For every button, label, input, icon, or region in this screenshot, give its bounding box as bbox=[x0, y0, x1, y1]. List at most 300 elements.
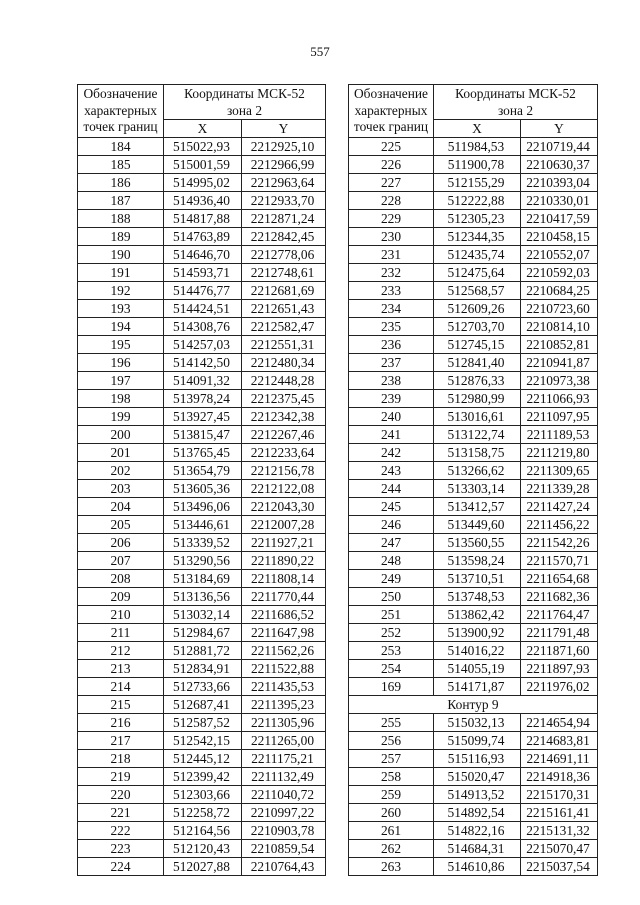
point-id-cell: 196 bbox=[78, 354, 164, 372]
y-column-header: Y bbox=[242, 120, 326, 138]
x-coordinate-cell: 513122,74 bbox=[434, 426, 521, 444]
x-coordinate-cell: 512222,88 bbox=[434, 192, 521, 210]
y-coordinate-cell: 2211542,26 bbox=[521, 534, 598, 552]
x-coordinate-cell: 513654,79 bbox=[164, 462, 242, 480]
table-row bbox=[349, 444, 598, 462]
point-id-cell: 257 bbox=[349, 750, 434, 768]
point-id-cell: 192 bbox=[78, 282, 164, 300]
y-coordinate-cell: 2215170,31 bbox=[521, 786, 598, 804]
table-row bbox=[78, 174, 326, 192]
point-id-cell: 253 bbox=[349, 642, 434, 660]
table-row bbox=[78, 822, 326, 840]
point-id-cell: 198 bbox=[78, 390, 164, 408]
y-coordinate-cell: 2212007,28 bbox=[242, 516, 326, 534]
table-row bbox=[349, 210, 598, 228]
y-coordinate-cell: 2212778,06 bbox=[242, 246, 326, 264]
point-id-cell: 184 bbox=[78, 138, 164, 156]
y-coordinate-cell: 2211647,98 bbox=[242, 624, 326, 642]
point-id-cell: 214 bbox=[78, 678, 164, 696]
point-id-cell: 250 bbox=[349, 588, 434, 606]
point-id-cell: 169 bbox=[349, 678, 434, 696]
table-row bbox=[78, 678, 326, 696]
point-id-cell: 261 bbox=[349, 822, 434, 840]
y-coordinate-cell: 2212043,30 bbox=[242, 498, 326, 516]
x-column-header: X bbox=[434, 120, 521, 138]
x-coordinate-cell: 513605,36 bbox=[164, 480, 242, 498]
y-coordinate-cell: 2212842,45 bbox=[242, 228, 326, 246]
x-coordinate-cell: 514593,71 bbox=[164, 264, 242, 282]
table-row bbox=[78, 606, 326, 624]
table-row bbox=[78, 390, 326, 408]
table-row bbox=[78, 246, 326, 264]
x-coordinate-cell: 513303,14 bbox=[434, 480, 521, 498]
point-id-cell: 238 bbox=[349, 372, 434, 390]
x-coordinate-cell: 512120,43 bbox=[164, 840, 242, 858]
point-id-cell: 216 bbox=[78, 714, 164, 732]
point-id-cell: 258 bbox=[349, 768, 434, 786]
y-coordinate-cell: 2210814,10 bbox=[521, 318, 598, 336]
x-coordinate-cell: 513184,69 bbox=[164, 570, 242, 588]
x-coordinate-cell: 513266,62 bbox=[434, 462, 521, 480]
table-row bbox=[78, 408, 326, 426]
x-coordinate-cell: 512445,12 bbox=[164, 750, 242, 768]
x-coordinate-cell: 515020,47 bbox=[434, 768, 521, 786]
point-id-cell: 227 bbox=[349, 174, 434, 192]
table-row bbox=[349, 732, 598, 750]
y-coordinate-cell: 2212342,38 bbox=[242, 408, 326, 426]
table-row bbox=[78, 660, 326, 678]
point-id-cell: 231 bbox=[349, 246, 434, 264]
point-id-cell: 251 bbox=[349, 606, 434, 624]
y-coordinate-cell: 2215161,41 bbox=[521, 804, 598, 822]
x-coordinate-cell: 514936,40 bbox=[164, 192, 242, 210]
table-row bbox=[78, 318, 326, 336]
table-row bbox=[349, 174, 598, 192]
x-coordinate-cell: 513136,56 bbox=[164, 588, 242, 606]
point-id-cell: 224 bbox=[78, 858, 164, 876]
x-coordinate-cell: 512305,23 bbox=[434, 210, 521, 228]
section-title: Контур 9 bbox=[349, 696, 598, 714]
x-coordinate-cell: 514822,16 bbox=[434, 822, 521, 840]
x-coordinate-cell: 513496,06 bbox=[164, 498, 242, 516]
point-id-cell: 259 bbox=[349, 786, 434, 804]
y-coordinate-cell: 2212925,10 bbox=[242, 138, 326, 156]
x-coordinate-cell: 513290,56 bbox=[164, 552, 242, 570]
x-coordinate-cell: 513016,61 bbox=[434, 408, 521, 426]
point-id-cell: 248 bbox=[349, 552, 434, 570]
y-coordinate-cell: 2212122,08 bbox=[242, 480, 326, 498]
y-coordinate-cell: 2211570,71 bbox=[521, 552, 598, 570]
point-id-cell: 237 bbox=[349, 354, 434, 372]
point-id-cell: 232 bbox=[349, 264, 434, 282]
table-row bbox=[78, 354, 326, 372]
y-coordinate-cell: 2211764,47 bbox=[521, 606, 598, 624]
x-coordinate-cell: 512876,33 bbox=[434, 372, 521, 390]
x-coordinate-cell: 514142,50 bbox=[164, 354, 242, 372]
point-id-cell: 195 bbox=[78, 336, 164, 354]
x-coordinate-cell: 515022,93 bbox=[164, 138, 242, 156]
point-id-cell: 234 bbox=[349, 300, 434, 318]
point-id-cell: 202 bbox=[78, 462, 164, 480]
x-coordinate-cell: 513339,52 bbox=[164, 534, 242, 552]
y-coordinate-cell: 2211395,23 bbox=[242, 696, 326, 714]
x-coordinate-cell: 512258,72 bbox=[164, 804, 242, 822]
y-coordinate-cell: 2210552,07 bbox=[521, 246, 598, 264]
y-coordinate-cell: 2211066,93 bbox=[521, 390, 598, 408]
y-coordinate-cell: 2211770,44 bbox=[242, 588, 326, 606]
table-row bbox=[78, 426, 326, 444]
table-row bbox=[349, 228, 598, 246]
point-id-cell: 187 bbox=[78, 192, 164, 210]
y-coordinate-cell: 2215037,54 bbox=[521, 858, 598, 876]
table-row bbox=[349, 498, 598, 516]
x-coordinate-cell: 512703,70 bbox=[434, 318, 521, 336]
y-coordinate-cell: 2210393,04 bbox=[521, 174, 598, 192]
point-id-cell: 190 bbox=[78, 246, 164, 264]
x-coordinate-cell: 515032,13 bbox=[434, 714, 521, 732]
x-coordinate-cell: 513032,14 bbox=[164, 606, 242, 624]
y-coordinate-cell: 2211309,65 bbox=[521, 462, 598, 480]
point-id-cell: 239 bbox=[349, 390, 434, 408]
x-column-header: X bbox=[164, 120, 242, 138]
table-row bbox=[78, 786, 326, 804]
x-coordinate-cell: 512027,88 bbox=[164, 858, 242, 876]
table-row bbox=[349, 678, 598, 696]
y-coordinate-cell: 2210997,22 bbox=[242, 804, 326, 822]
table-row bbox=[349, 750, 598, 768]
x-coordinate-cell: 513446,61 bbox=[164, 516, 242, 534]
y-coordinate-cell: 2212963,64 bbox=[242, 174, 326, 192]
x-coordinate-cell: 512435,74 bbox=[434, 246, 521, 264]
section-row bbox=[349, 696, 598, 714]
table-row bbox=[349, 282, 598, 300]
y-coordinate-cell: 2211427,24 bbox=[521, 498, 598, 516]
x-coordinate-cell: 514913,52 bbox=[434, 786, 521, 804]
y-coordinate-cell: 2210684,25 bbox=[521, 282, 598, 300]
table-row bbox=[349, 462, 598, 480]
table-row bbox=[78, 714, 326, 732]
table-row bbox=[349, 642, 598, 660]
x-coordinate-cell: 513449,60 bbox=[434, 516, 521, 534]
point-id-cell: 247 bbox=[349, 534, 434, 552]
y-coordinate-cell: 2210941,87 bbox=[521, 354, 598, 372]
point-id-cell: 218 bbox=[78, 750, 164, 768]
x-coordinate-cell: 511984,53 bbox=[434, 138, 521, 156]
point-header-line: характерных bbox=[354, 102, 428, 118]
y-coordinate-cell: 2211435,53 bbox=[242, 678, 326, 696]
point-id-cell: 225 bbox=[349, 138, 434, 156]
y-coordinate-cell: 2210719,44 bbox=[521, 138, 598, 156]
point-id-cell: 222 bbox=[78, 822, 164, 840]
point-id-cell: 219 bbox=[78, 768, 164, 786]
x-coordinate-cell: 513748,53 bbox=[434, 588, 521, 606]
coordinates-header bbox=[164, 85, 326, 120]
point-id-cell: 206 bbox=[78, 534, 164, 552]
x-coordinate-cell: 514308,76 bbox=[164, 318, 242, 336]
point-id-cell: 199 bbox=[78, 408, 164, 426]
x-coordinate-cell: 514257,03 bbox=[164, 336, 242, 354]
x-coordinate-cell: 514995,02 bbox=[164, 174, 242, 192]
y-coordinate-cell: 2210723,60 bbox=[521, 300, 598, 318]
x-coordinate-cell: 512733,66 bbox=[164, 678, 242, 696]
table-row bbox=[349, 246, 598, 264]
table-row bbox=[78, 750, 326, 768]
table-row bbox=[349, 804, 598, 822]
table-row bbox=[349, 606, 598, 624]
y-coordinate-cell: 2211927,21 bbox=[242, 534, 326, 552]
table-row bbox=[349, 822, 598, 840]
point-id-cell: 260 bbox=[349, 804, 434, 822]
table-row bbox=[78, 138, 326, 156]
point-id-cell: 220 bbox=[78, 786, 164, 804]
y-coordinate-cell: 2210630,37 bbox=[521, 156, 598, 174]
x-coordinate-cell: 514171,87 bbox=[434, 678, 521, 696]
y-coordinate-cell: 2211808,14 bbox=[242, 570, 326, 588]
x-coordinate-cell: 513978,24 bbox=[164, 390, 242, 408]
table-row bbox=[78, 498, 326, 516]
y-coordinate-cell: 2211791,48 bbox=[521, 624, 598, 642]
table-row bbox=[78, 696, 326, 714]
table-row bbox=[349, 768, 598, 786]
coordinates-header-line: зона 2 bbox=[497, 103, 534, 118]
point-id-cell: 235 bbox=[349, 318, 434, 336]
table-row bbox=[349, 426, 598, 444]
table-row bbox=[349, 858, 598, 876]
x-coordinate-cell: 514476,77 bbox=[164, 282, 242, 300]
point-id-cell: 207 bbox=[78, 552, 164, 570]
point-id-cell: 221 bbox=[78, 804, 164, 822]
y-coordinate-cell: 2210458,15 bbox=[521, 228, 598, 246]
x-coordinate-cell: 512568,57 bbox=[434, 282, 521, 300]
point-id-cell: 210 bbox=[78, 606, 164, 624]
table-row bbox=[349, 534, 598, 552]
y-coordinate-cell: 2210417,59 bbox=[521, 210, 598, 228]
x-coordinate-cell: 514610,86 bbox=[434, 858, 521, 876]
point-id-cell: 252 bbox=[349, 624, 434, 642]
table-row bbox=[78, 858, 326, 876]
point-id-cell: 229 bbox=[349, 210, 434, 228]
table-row bbox=[349, 714, 598, 732]
point-id-cell: 208 bbox=[78, 570, 164, 588]
x-coordinate-cell: 513862,42 bbox=[434, 606, 521, 624]
y-coordinate-cell: 2211686,52 bbox=[242, 606, 326, 624]
point-id-cell: 215 bbox=[78, 696, 164, 714]
y-coordinate-cell: 2210859,54 bbox=[242, 840, 326, 858]
table-row bbox=[78, 264, 326, 282]
y-coordinate-cell: 2212448,28 bbox=[242, 372, 326, 390]
point-id-cell: 194 bbox=[78, 318, 164, 336]
point-id-cell: 242 bbox=[349, 444, 434, 462]
x-coordinate-cell: 515001,59 bbox=[164, 156, 242, 174]
point-id-cell: 263 bbox=[349, 858, 434, 876]
y-coordinate-cell: 2211265,00 bbox=[242, 732, 326, 750]
table-row bbox=[349, 300, 598, 318]
x-coordinate-cell: 515099,74 bbox=[434, 732, 521, 750]
x-coordinate-cell: 512841,40 bbox=[434, 354, 521, 372]
x-coordinate-cell: 512609,26 bbox=[434, 300, 521, 318]
x-coordinate-cell: 511900,78 bbox=[434, 156, 521, 174]
point-id-cell: 256 bbox=[349, 732, 434, 750]
y-coordinate-cell: 2210973,38 bbox=[521, 372, 598, 390]
x-coordinate-cell: 514684,31 bbox=[434, 840, 521, 858]
point-header-line: Обозначение bbox=[83, 86, 158, 102]
y-coordinate-cell: 2215131,32 bbox=[521, 822, 598, 840]
y-coordinate-cell: 2210852,81 bbox=[521, 336, 598, 354]
point-id-cell: 243 bbox=[349, 462, 434, 480]
point-id-cell: 186 bbox=[78, 174, 164, 192]
x-coordinate-cell: 514646,70 bbox=[164, 246, 242, 264]
x-coordinate-cell: 512344,35 bbox=[434, 228, 521, 246]
point-id-cell: 200 bbox=[78, 426, 164, 444]
point-id-cell: 189 bbox=[78, 228, 164, 246]
x-coordinate-cell: 513598,24 bbox=[434, 552, 521, 570]
y-coordinate-cell: 2212267,46 bbox=[242, 426, 326, 444]
y-coordinate-cell: 2212933,70 bbox=[242, 192, 326, 210]
point-id-cell: 188 bbox=[78, 210, 164, 228]
x-coordinate-cell: 513900,92 bbox=[434, 624, 521, 642]
table-row bbox=[78, 336, 326, 354]
x-coordinate-cell: 512745,15 bbox=[434, 336, 521, 354]
point-id-cell: 245 bbox=[349, 498, 434, 516]
point-header-line: характерных bbox=[84, 102, 157, 118]
y-coordinate-cell: 2211305,96 bbox=[242, 714, 326, 732]
y-coordinate-cell: 2212651,43 bbox=[242, 300, 326, 318]
table-row bbox=[78, 228, 326, 246]
point-designation-header bbox=[349, 85, 434, 138]
y-coordinate-cell: 2211871,60 bbox=[521, 642, 598, 660]
y-coordinate-cell: 2210592,03 bbox=[521, 264, 598, 282]
x-coordinate-cell: 513158,75 bbox=[434, 444, 521, 462]
y-coordinate-cell: 2211456,22 bbox=[521, 516, 598, 534]
point-id-cell: 201 bbox=[78, 444, 164, 462]
point-id-cell: 193 bbox=[78, 300, 164, 318]
y-coordinate-cell: 2212480,34 bbox=[242, 354, 326, 372]
point-id-cell: 213 bbox=[78, 660, 164, 678]
x-coordinate-cell: 512834,91 bbox=[164, 660, 242, 678]
point-id-cell: 254 bbox=[349, 660, 434, 678]
y-coordinate-cell: 2214691,11 bbox=[521, 750, 598, 768]
coordinates-table-right bbox=[348, 84, 598, 876]
y-coordinate-cell: 2212681,69 bbox=[242, 282, 326, 300]
y-coordinate-cell: 2211562,26 bbox=[242, 642, 326, 660]
table-row bbox=[349, 264, 598, 282]
coordinates-table-left bbox=[77, 84, 326, 876]
y-coordinate-cell: 2212871,24 bbox=[242, 210, 326, 228]
table-row bbox=[349, 588, 598, 606]
point-id-cell: 197 bbox=[78, 372, 164, 390]
x-coordinate-cell: 513765,45 bbox=[164, 444, 242, 462]
table-row bbox=[78, 570, 326, 588]
y-coordinate-cell: 2211522,88 bbox=[242, 660, 326, 678]
table-row bbox=[78, 804, 326, 822]
point-id-cell: 241 bbox=[349, 426, 434, 444]
table-row bbox=[78, 642, 326, 660]
y-coordinate-cell: 2212233,64 bbox=[242, 444, 326, 462]
y-coordinate-cell: 2211175,21 bbox=[242, 750, 326, 768]
point-designation-header bbox=[78, 85, 164, 138]
y-coordinate-cell: 2212156,78 bbox=[242, 462, 326, 480]
x-coordinate-cell: 512155,29 bbox=[434, 174, 521, 192]
table-row bbox=[78, 480, 326, 498]
table-row bbox=[78, 732, 326, 750]
table-row bbox=[78, 192, 326, 210]
table-row bbox=[78, 156, 326, 174]
coordinates-header-line: зона 2 bbox=[226, 103, 263, 118]
table-row bbox=[349, 192, 598, 210]
x-coordinate-cell: 514055,19 bbox=[434, 660, 521, 678]
point-id-cell: 217 bbox=[78, 732, 164, 750]
y-coordinate-cell: 2211682,36 bbox=[521, 588, 598, 606]
x-coordinate-cell: 513710,51 bbox=[434, 570, 521, 588]
table-row bbox=[349, 516, 598, 534]
coordinates-header-line: Координаты МСК-52 bbox=[184, 86, 305, 101]
table-row bbox=[349, 480, 598, 498]
y-coordinate-cell: 2214683,81 bbox=[521, 732, 598, 750]
x-coordinate-cell: 514892,54 bbox=[434, 804, 521, 822]
y-coordinate-cell: 2214918,36 bbox=[521, 768, 598, 786]
y-coordinate-cell: 2211040,72 bbox=[242, 786, 326, 804]
table-row bbox=[349, 570, 598, 588]
x-coordinate-cell: 513412,57 bbox=[434, 498, 521, 516]
coordinates-header-line: Координаты МСК-52 bbox=[455, 86, 576, 101]
x-coordinate-cell: 514091,32 bbox=[164, 372, 242, 390]
point-id-cell: 191 bbox=[78, 264, 164, 282]
point-header-line: точек границ bbox=[83, 119, 158, 135]
y-coordinate-cell: 2211890,22 bbox=[242, 552, 326, 570]
table-row bbox=[349, 318, 598, 336]
point-id-cell: 205 bbox=[78, 516, 164, 534]
x-coordinate-cell: 512984,67 bbox=[164, 624, 242, 642]
table-row bbox=[78, 282, 326, 300]
x-coordinate-cell: 512542,15 bbox=[164, 732, 242, 750]
x-coordinate-cell: 513815,47 bbox=[164, 426, 242, 444]
x-coordinate-cell: 512587,52 bbox=[164, 714, 242, 732]
x-coordinate-cell: 512303,66 bbox=[164, 786, 242, 804]
y-coordinate-cell: 2212748,61 bbox=[242, 264, 326, 282]
y-coordinate-cell: 2212375,45 bbox=[242, 390, 326, 408]
table-row bbox=[78, 516, 326, 534]
y-coordinate-cell: 2211219,80 bbox=[521, 444, 598, 462]
x-coordinate-cell: 514016,22 bbox=[434, 642, 521, 660]
table-row bbox=[78, 300, 326, 318]
y-coordinate-cell: 2210330,01 bbox=[521, 192, 598, 210]
point-id-cell: 211 bbox=[78, 624, 164, 642]
y-coordinate-cell: 2212582,47 bbox=[242, 318, 326, 336]
y-coordinate-cell: 2210764,43 bbox=[242, 858, 326, 876]
x-coordinate-cell: 512475,64 bbox=[434, 264, 521, 282]
point-id-cell: 226 bbox=[349, 156, 434, 174]
point-id-cell: 249 bbox=[349, 570, 434, 588]
table-row bbox=[78, 534, 326, 552]
y-coordinate-cell: 2211976,02 bbox=[521, 678, 598, 696]
table-row bbox=[349, 408, 598, 426]
point-id-cell: 230 bbox=[349, 228, 434, 246]
table-row bbox=[78, 444, 326, 462]
x-coordinate-cell: 515116,93 bbox=[434, 750, 521, 768]
table-row bbox=[349, 840, 598, 858]
table-row bbox=[349, 336, 598, 354]
x-coordinate-cell: 512687,41 bbox=[164, 696, 242, 714]
point-id-cell: 203 bbox=[78, 480, 164, 498]
table-row bbox=[78, 588, 326, 606]
table-row bbox=[78, 768, 326, 786]
table-row bbox=[78, 372, 326, 390]
x-coordinate-cell: 513560,55 bbox=[434, 534, 521, 552]
point-id-cell: 228 bbox=[349, 192, 434, 210]
table-row bbox=[349, 138, 598, 156]
x-coordinate-cell: 514817,88 bbox=[164, 210, 242, 228]
coordinates-header bbox=[434, 85, 598, 120]
